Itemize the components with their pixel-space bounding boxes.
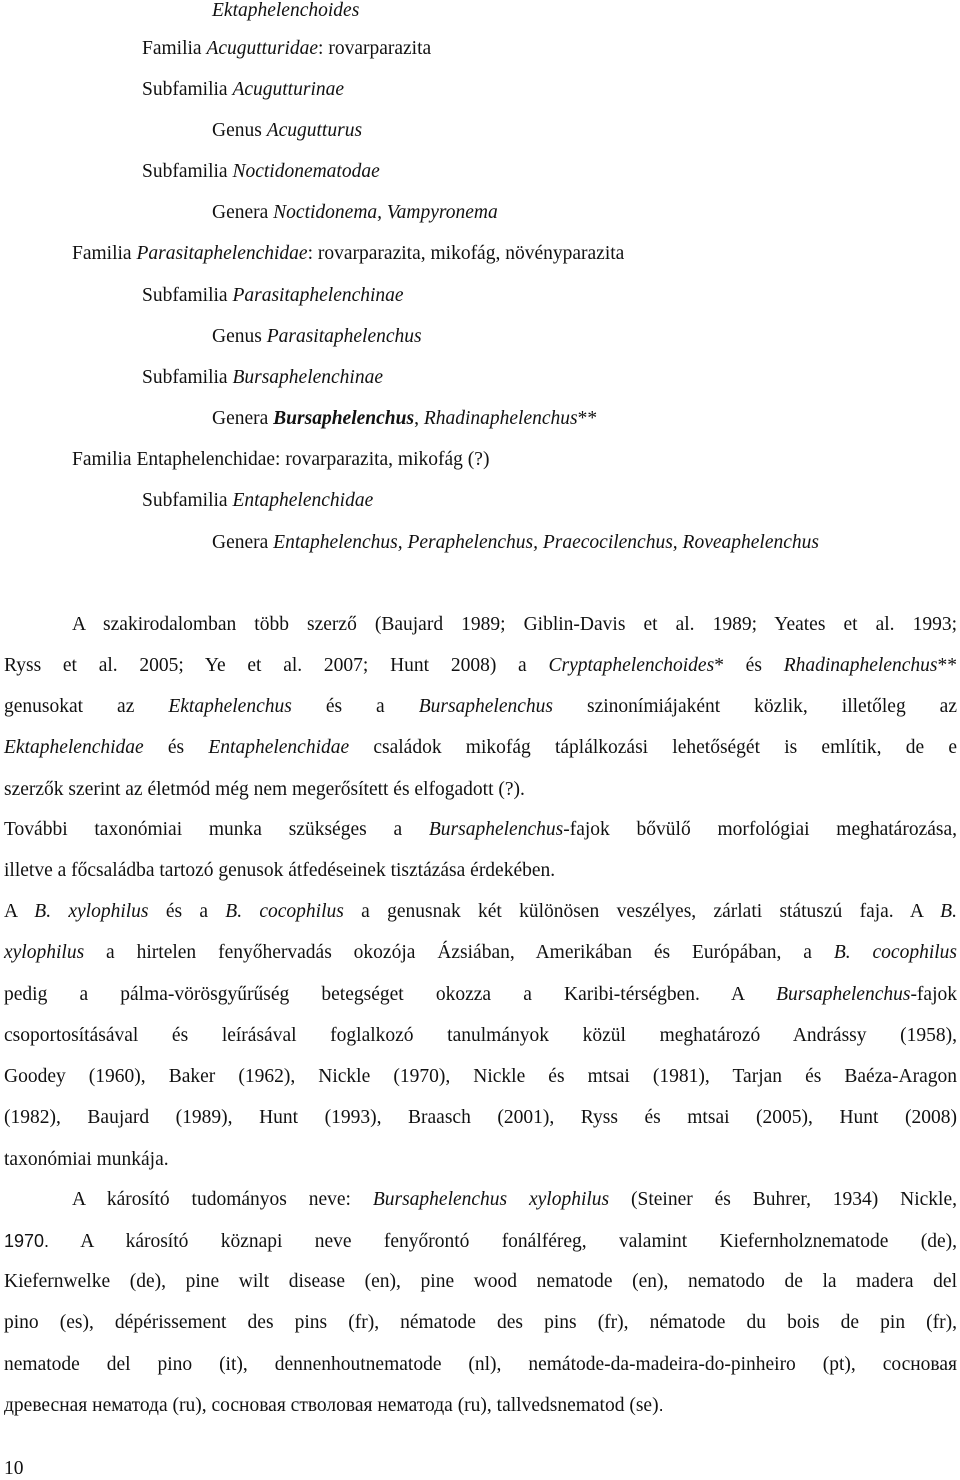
paragraph-line (4, 1025, 957, 1047)
text-run: Noctidonema, Vampyronema (273, 202, 498, 223)
paragraph-line (4, 1394, 957, 1417)
text-run: pino (es), dépérissement des pins (fr), nématode des pins (fr), nématode du bois de pin (fr), (4, 1312, 957, 1333)
paragraph-line (4, 901, 957, 923)
paragraph-line (4, 1149, 957, 1171)
taxonomy-line (142, 79, 344, 101)
paragraph-line (4, 860, 957, 882)
text-run: Parasitaphelenchus (266, 326, 422, 347)
paragraph-line (4, 779, 957, 801)
text-run: Subfamilia (142, 490, 233, 511)
text-run: : rovarparazita, mikofág, növényparazita (307, 243, 625, 264)
text-run: Genera (212, 202, 274, 223)
text-run: taxonómiai munkája. (4, 1149, 169, 1170)
text-run: B. (940, 901, 957, 922)
text-run: Genus (212, 326, 267, 347)
paragraph-line (4, 1189, 957, 1211)
paragraph-line (4, 1271, 957, 1293)
paragraph-line (4, 1066, 957, 1088)
paragraph-line (4, 614, 957, 636)
text-run: : rovarparazita (318, 38, 432, 59)
taxonomy-line (142, 38, 431, 60)
text-run: Bursaphelenchus (776, 984, 911, 1005)
text-run: pedig a pálma-vörösgyűrűség betegséget okozza a Karibi-térségben. A (4, 984, 777, 1005)
text-run: csoportosításával és leírásával foglalkozó tanulmányok közül meghatározó Andrássy (1958), (4, 1025, 957, 1046)
text-run: Ektaphelenchus (168, 696, 292, 717)
text-run: -fajok bővülő morfológiai meghatározása, (563, 819, 958, 840)
text-run: Subfamilia (142, 161, 233, 182)
text-run: 1970. (4, 1231, 50, 1251)
text-run: illetve a főcsaládba tartozó genusok átfedéseinek tisztázása érdekében. (4, 860, 556, 881)
text-run: Acugutturinae (232, 79, 345, 100)
text-run: Genera (212, 532, 274, 553)
paragraph-line (4, 655, 957, 677)
text-run: Bursaphelenchus (418, 696, 553, 717)
text-run: Kiefernwelke (de), pine wilt disease (en), pine wood nematode (en), nematodo de la madera del (4, 1271, 957, 1292)
taxonomy-line (212, 408, 597, 430)
text-run: -fajok (910, 984, 957, 1005)
text-run: Noctidonematodae (232, 161, 380, 182)
text-run: Familia (72, 243, 137, 264)
text-run: a genusnak két különösen veszélyes, zárlati státuszú faja. A (343, 901, 941, 922)
text-run: Cryptaphelenchoides (548, 655, 715, 676)
text-run: Parasitaphelenchinae (232, 285, 404, 306)
paragraph-line (4, 1354, 957, 1376)
text-run: Subfamilia (142, 79, 233, 100)
text-run: (1982), Baujard (1989), Hunt (1993), Braasch (2001), Ryss és mtsai (2005), Hunt (2008) (4, 1107, 957, 1128)
taxonomy-line (212, 0, 359, 22)
text-run: Familia (142, 38, 207, 59)
taxonomy-line (142, 161, 380, 183)
text-run: Entaphelenchidae (208, 737, 350, 758)
text-run: szinonímiájaként közlik, illetőleg az (553, 696, 957, 717)
taxonomy-line (72, 449, 489, 471)
text-run: és a (291, 696, 419, 717)
text-run: ** (577, 408, 598, 429)
text-run: szerzők szerint az életmód még nem megerősített és elfogadott (?). (4, 779, 525, 800)
text-run: Rhadinaphelenchus (423, 408, 578, 429)
text-run: Entaphelenchidae (232, 490, 374, 511)
text-run: Genera (212, 408, 274, 429)
text-run: A károsító tudományos neve: (72, 1189, 373, 1210)
text-run: , (414, 408, 424, 429)
taxonomy-line (142, 285, 404, 307)
text-run: Subfamilia (142, 367, 233, 388)
text-run: Entaphelenchus, Peraphelenchus, Praecocilenchus, Roveaphelenchus (273, 532, 819, 553)
text-run: B. cocophilus (833, 942, 957, 963)
paragraph-line (4, 1107, 957, 1129)
taxonomy-line (212, 120, 362, 142)
text-run: древесная нематода (ru), сосновая стволовая нематода (ru), tallvedsnematod (se) (4, 1395, 659, 1416)
taxonomy-line (212, 202, 498, 224)
paragraph-line (4, 942, 957, 964)
text-run: Genus (212, 120, 267, 141)
paragraph-line (4, 984, 957, 1006)
text-run: Ektaphelenchidae (4, 737, 144, 758)
text-run: B. xylophilus (34, 901, 149, 922)
paragraph-line (4, 1230, 957, 1253)
text-run: a hirtelen fenyőhervadás okozója Ázsiában, Amerikában és Európában, a (84, 942, 834, 963)
text-run: Acugutturus (266, 120, 363, 141)
text-run: B. cocophilus (225, 901, 344, 922)
text-run: Bursaphelenchus (273, 408, 415, 429)
text-run: Subfamilia (142, 285, 233, 306)
text-run: Goodey (1960), Baker (1962), Nickle (1970), Nickle és mtsai (1981), Tarjan és Baéza-Aragon (4, 1066, 957, 1087)
text-run: családok mikofág táplálkozási lehetőségét is említik, de e (349, 737, 958, 758)
text-run: Parasitaphelenchidae (136, 243, 308, 264)
text-run: Bursaphelenchus (428, 819, 564, 840)
text-run: A szakirodalomban több szerző (Baujard 1989; Giblin-Davis et al. 1989; Yeates et al. 1993; (72, 614, 957, 635)
taxonomy-line (142, 490, 373, 512)
text-run: Ektaphelenchoides (212, 0, 360, 21)
taxonomy-line (72, 243, 624, 265)
text-run: és (143, 737, 209, 758)
paragraph-line (4, 819, 957, 841)
text-run: Rhadinaphelenchus (783, 655, 938, 676)
text-run: ** (937, 655, 957, 676)
text-run: Bursaphelenchus xylophilus (372, 1189, 610, 1210)
text-run: Ryss et al. 2005; Ye et al. 2007; Hunt 2008) a (4, 655, 549, 676)
text-run: xylophilus (4, 942, 85, 963)
paragraph-line (4, 1312, 957, 1334)
text-run: További taxonómiai munka szükséges a (4, 819, 429, 840)
text-run: * és (714, 655, 784, 676)
text-run: Acugutturidae (206, 38, 319, 59)
text-run: A (4, 901, 35, 922)
page-number: 10 (4, 1458, 24, 1479)
text-run: Bursaphelenchinae (232, 367, 383, 388)
text-run: nematode del pino (it), dennenhoutnematode (nl), nemátode-da-madeira-do-pinheiro (pt), сосновая (4, 1354, 957, 1375)
taxonomy-line (212, 532, 819, 554)
text-run: genusokat az (4, 696, 169, 717)
text-run: (Steiner és Buhrer, 1934) Nickle, (609, 1189, 958, 1210)
text-run: . (658, 1395, 664, 1415)
text-run: Familia Entaphelenchidae: rovarparazita, mikofág (?) (72, 449, 490, 470)
text-run: A károsító köznapi neve fenyőrontó fonálféreg, valamint Kiefernholznematode (de), (49, 1231, 957, 1252)
taxonomy-line (142, 367, 383, 389)
paragraph-line (4, 737, 957, 759)
text-run: és a (148, 901, 226, 922)
paragraph-line (4, 696, 957, 718)
taxonomy-line (212, 326, 422, 348)
